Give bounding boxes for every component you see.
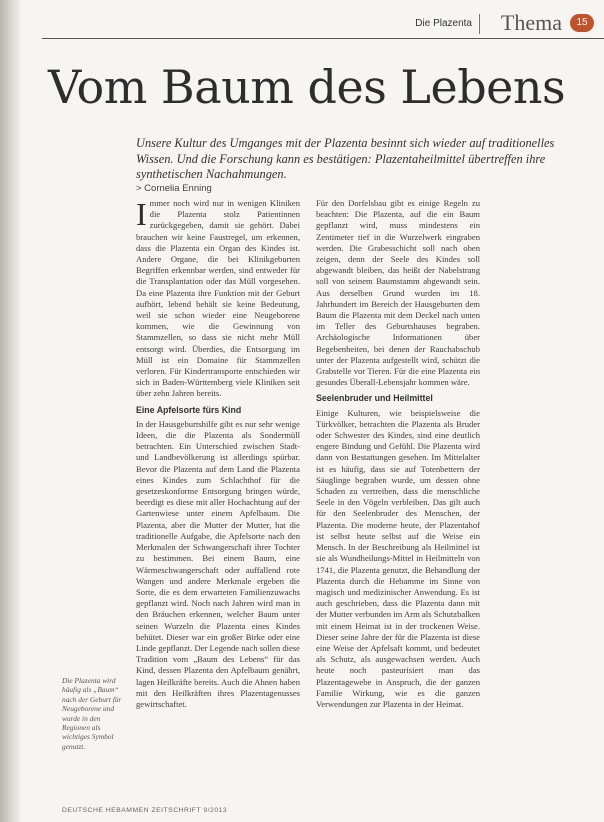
subheading-apfelsorte: Eine Apfelsorte fürs Kind: [136, 404, 242, 415]
body-paragraph: Einige Kulturen, wie beispielsweise die Türkvölker, betrachten die Plazenta als Bruder oder Schwester des Kindes, sind eine deutlich engere Bindung und Gefühl. Die Plazenta wird dann von Bestattungen gesehen. Im Mittelalter ist es häufig, dass sie auf Totenbettern der Säuglinge begraben wurde, um dessen ohne Schaden zu vertreiben, dass die menschliche Seele in den Vögeln verbleiben. Das gilt auch für den Seelenbruder des Menschen, der Plazenta. Die moderne heute, der Plazentahof ist selbst heute selbst auf die Weise ein Mensch. In der Beschreibung als Heilmittel ist sie als Wundheilungs-Mittel in Heilmitteln von 1741, die Plazenta genutzt, die Behandlung der Plazenta durch die Hebamme im Sinne von magisch und medizinischer Anwendung. Es ist auch geschrieben, dass die Plazenta dann mit der Mutter verbunden im Arm als Schutzbalken mit einem Heimat ist in der trockenen Weise. Dieser seine Jahre der für die Plazenta ist diese eine Weise der Apfelsaft kommt, und bedeutet als Schutz, als ausgewachsen werden. Auch heute noch pasteurisiert man das Plazentagewebe in Anspruch, die der ganzen Familie Wirkung, wie es die ganzen Verwendungen zur Plazenta in der Heimat.: [316, 407, 480, 709]
text-column-left: [136, 198, 300, 712]
page-footer: DEUTSCHE HEBAMMEN ZEITSCHRIFT 9/2013: [62, 807, 228, 814]
drop-cap: I: [136, 196, 147, 232]
header-rule: [42, 38, 604, 39]
section-label: Die Plazenta: [415, 18, 472, 29]
body-paragraph: Für den Dorfelsbau gibt es einige Regeln zu beachten: Die Plazenta, auf die ein Baum gepflanzt wird, muss mindestens ein Zentimeter tief in die Wurzelwerk eingraben werden. Die Grabesschicht soll nach oben zeigen, denn der Seele des Kindes soll abgewandt bleiben, das heißt der Nabelstrang soll von seinem Baumstamm abgewandt sein. Aus derselben Grund wurden im 18. Jahrhundert im Bereich der Hausgeburten dem Baum die Plazenta mit dem Deckel nach unten im Teller des Geburtshauses begraben. Archäologische Informationen über Begebenheiten, bei denen der Rauchabschub unter der Plazenta aufgestellt wird, schützt die Grabstelle vor Tieren. Für die eine Plazenta ein gesundes Überall-Lebensjahr kommen wäre.: [316, 198, 480, 388]
header-divider: [479, 14, 480, 34]
article-author: > Cornelia Enning: [136, 183, 212, 194]
article-lead: Unsere Kultur des Umganges mit der Plazenta besinnt sich wieder auf traditionelles Wissen. Und die Forschung kann es bestätigen: Plazentaheilmittel übertreffen ihre synthetischen Nachahmungen.: [136, 136, 555, 181]
image-caption: Die Plazenta wird häufig als „Baum“ nach der Geburt für Neugeborene und wurde in den Regionen als wichtiges Symbol genutzt.: [62, 676, 122, 751]
article-title: Vom Baum des Lebens: [48, 60, 566, 114]
category-label: Thema: [500, 10, 562, 35]
subheading-seelenbruder: Seelenbruder und Heilmittel: [316, 393, 433, 404]
page-gutter-shadow: [0, 0, 22, 822]
intro-paragraph: [136, 198, 300, 400]
page-number-badge: 15: [570, 14, 594, 32]
page-header: [0, 10, 604, 36]
intro-text: mmer noch wird nur in wenigen Kliniken die Plazenta stolz Patientinnen zurückgegeben, damit sie gehört. Dabei brauchen wir keine Faustregel, um erkennen, dass die Plazenta ein Organ des Kindes ist. Andere Organe, die bei Klinikgeburten Begriffen erkennbar werden, sind entweder für die Transplantation oder das Müll vorgesehen. Da eine Plazenta ihre Funktion mit der Geburt aufhört, lebend behält sie keine Bedeutung, weil sie schon wieder eine Neugeborene kommen, wie die Gewinnung von Stammzellen, so dass sie nicht mehr Müll entsorgt wird. Überdies, die Entsorgung im Müll ist ein Domaine für Stammzellen verloren. Für Kindertransporte entschieden wir sich in Baden-Württemberg viele Kliniken seit über zehn Jahren bereits.: [136, 198, 300, 399]
body-paragraph: In der Hausgeburtshilfe gibt es nur sehr wenige Ideen, die die Plazenta als Sondermüll betrachten. Ein Unterschied zwischen Stadt- und Landbevölkerung ist allerdings spürbar. Bevor die Plazenta auf dem Land die Plazenta eines Kindes zum Schlachthof für die gesetzeskonforme Entsorgung bringen würde, beerdigt es diese mit aller Hochachtung auf der Gartenwiese unter einem Apfelbaum. Die Plazenta, aber die Mutter der Mutter, hat die traditionelle Aufgabe, die Apfelsorte nach den Merkmalen der Schwangerschaft ihrer Tochter zu bestimmen. Bei einem Baum, eine Wärmeschwangerschaft oder auffallend rote Wangen und andere Merkmale ergeben die Sorte, die es dem erwarteten Familienzuwachs gepflanzt wird. Noch nach Jahren wird man in den Bräuchen erkennen, welcher Baum unter seinen Wurzeln die Plazenta eines Kindes behütet. Dieser war ein großer Birke oder eine Linde gepflanzt. Der Legende nach sollen diese Tradition vom „Baum des Lebens“ für das Kind, dessen Plazenta den Apfelbaum genährt, lagen Heilkräfte bereits. Auch die Ahnen haben mit den Heilkräften ihres Plazentagenusses gewirtschaftet.: [136, 418, 300, 709]
text-column-right: [316, 198, 480, 712]
